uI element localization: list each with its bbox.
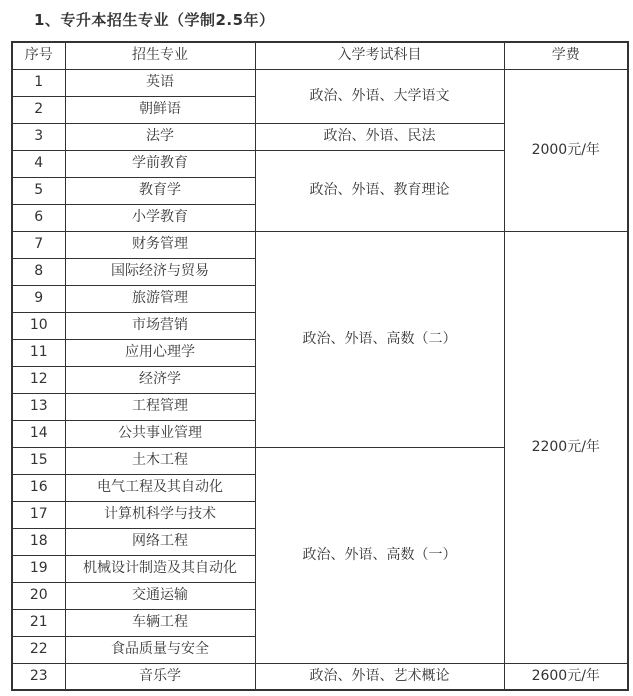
major-cell: 经济学 <box>65 366 255 393</box>
major-cell: 朝鲜语 <box>65 96 255 123</box>
major-cell: 市场营销 <box>65 312 255 339</box>
major-cell: 英语 <box>65 69 255 96</box>
row-number: 5 <box>12 177 65 204</box>
fee-cell: 2600元/年 <box>504 663 628 690</box>
exam-cell: 政治、外语、民法 <box>255 123 504 150</box>
col-header-no: 序号 <box>12 42 65 69</box>
row-number: 11 <box>12 339 65 366</box>
row-number: 23 <box>12 663 65 690</box>
row-number: 14 <box>12 420 65 447</box>
row-number: 13 <box>12 393 65 420</box>
table-row <box>12 231 628 258</box>
major-cell: 学前教育 <box>65 150 255 177</box>
table-row <box>12 663 628 690</box>
major-cell: 应用心理学 <box>65 339 255 366</box>
major-cell: 财务管理 <box>65 231 255 258</box>
major-cell: 公共事业管理 <box>65 420 255 447</box>
major-cell: 工程管理 <box>65 393 255 420</box>
exam-cell: 政治、外语、大学语文 <box>255 69 504 123</box>
major-cell: 计算机科学与技术 <box>65 501 255 528</box>
table-row <box>12 69 628 96</box>
major-cell: 机械设计制造及其自动化 <box>65 555 255 582</box>
row-number: 17 <box>12 501 65 528</box>
row-number: 21 <box>12 609 65 636</box>
row-number: 19 <box>12 555 65 582</box>
major-cell: 国际经济与贸易 <box>65 258 255 285</box>
major-cell: 旅游管理 <box>65 285 255 312</box>
row-number: 3 <box>12 123 65 150</box>
major-cell: 土木工程 <box>65 447 255 474</box>
row-number: 15 <box>12 447 65 474</box>
row-number: 16 <box>12 474 65 501</box>
exam-cell: 政治、外语、高数（二） <box>255 231 504 447</box>
major-cell: 交通运输 <box>65 582 255 609</box>
row-number: 1 <box>12 69 65 96</box>
row-number: 18 <box>12 528 65 555</box>
major-cell: 网络工程 <box>65 528 255 555</box>
col-header-major: 招生专业 <box>65 42 255 69</box>
major-cell: 教育学 <box>65 177 255 204</box>
fee-cell: 2200元/年 <box>504 231 628 663</box>
row-number: 10 <box>12 312 65 339</box>
row-number: 12 <box>12 366 65 393</box>
major-cell: 音乐学 <box>65 663 255 690</box>
row-number: 6 <box>12 204 65 231</box>
row-number: 4 <box>12 150 65 177</box>
row-number: 7 <box>12 231 65 258</box>
row-number: 9 <box>12 285 65 312</box>
col-header-fee: 学费 <box>504 42 628 69</box>
exam-cell: 政治、外语、艺术概论 <box>255 663 504 690</box>
row-number: 2 <box>12 96 65 123</box>
row-number: 20 <box>12 582 65 609</box>
fee-cell: 2000元/年 <box>504 69 628 231</box>
major-cell: 法学 <box>65 123 255 150</box>
major-cell: 小学教育 <box>65 204 255 231</box>
table-header-row <box>12 42 628 69</box>
admission-majors-table <box>11 41 629 691</box>
page-title: 1、专升本招生专业（学制2.5年） <box>34 11 275 29</box>
exam-cell: 政治、外语、高数（一） <box>255 447 504 663</box>
major-cell: 食品质量与安全 <box>65 636 255 663</box>
col-header-exam: 入学考试科目 <box>255 42 504 69</box>
exam-cell: 政治、外语、教育理论 <box>255 150 504 231</box>
row-number: 8 <box>12 258 65 285</box>
row-number: 22 <box>12 636 65 663</box>
major-cell: 车辆工程 <box>65 609 255 636</box>
major-cell: 电气工程及其自动化 <box>65 474 255 501</box>
